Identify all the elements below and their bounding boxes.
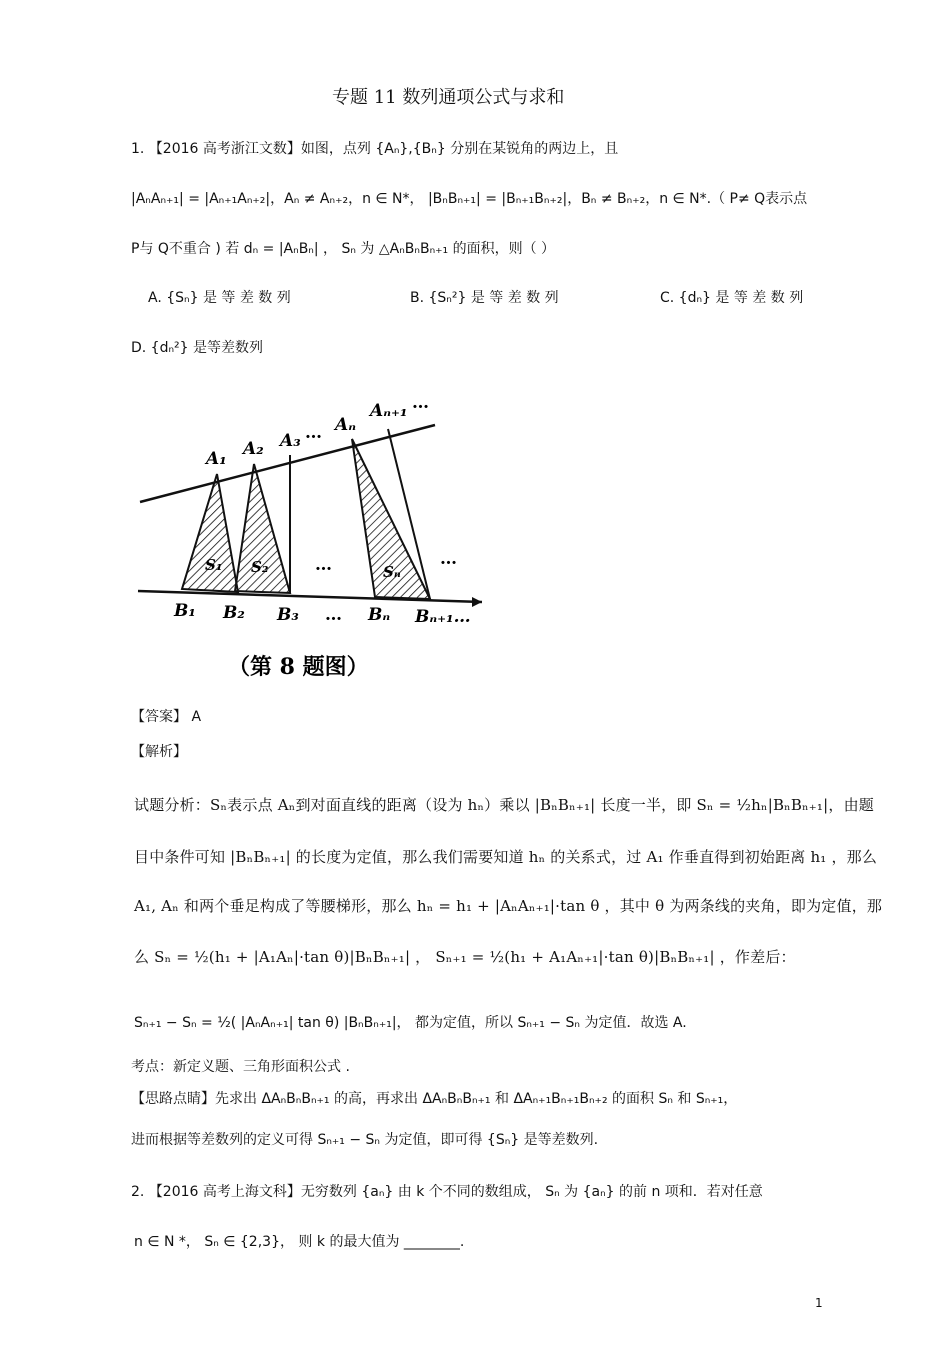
label-a3: A₃ [280, 431, 301, 451]
label-s1: S₁ [205, 556, 223, 574]
option-a: A. {Sₙ} 是 等 差 数 列 [148, 290, 291, 306]
analysis-label: 【解析】 [131, 744, 187, 760]
page-title: 专题 11 数列通项公式与求和 [332, 87, 565, 108]
answer: 【答案】 A [131, 709, 202, 725]
label-a2: A₂ [243, 439, 264, 459]
silu-line-1: 【思路点睛】先求出 ΔAₙBₙBₙ₊₁ 的高，再求出 ΔAₙBₙBₙ₊₁ 和 ΔAₙ₊₁Bₙ₊₁Bₙ₊₂ 的面积 Sₙ 和 Sₙ₊₁， [131, 1091, 738, 1107]
option-b: B. {Sₙ²} 是 等 差 数 列 [410, 290, 559, 306]
label-b3: B₃ [277, 605, 299, 625]
solution-line-2: 目中条件可知 |BₙBₙ₊₁| 的长度为定值，那么我们需要知道 hₙ 的关系式，过 A₁ 作垂直得到初始距离 h₁ ，那么 [134, 848, 878, 866]
label-an1: Aₙ₊₁ [370, 401, 408, 421]
question-1-stem: 1. 【2016 高考浙江文数】如图，点列 {Aₙ},{Bₙ} 分别在某锐角的两边上，且 [131, 141, 619, 157]
label-sn: Sₙ [383, 563, 401, 581]
question-2-stem: 2. 【2016 高考上海文科】无穷数列 {aₙ} 由 k 个不同的数组成， Sₙ 为 {aₙ} 的前 n 项和．若对任意 [131, 1184, 763, 1200]
label-b2: B₂ [223, 603, 245, 623]
label-middle-dots: … [315, 555, 332, 575]
option-d: D. {dₙ²} 是等差数列 [131, 340, 264, 356]
silu-line-2: 进而根据等差数列的定义可得 Sₙ₊₁ − Sₙ 为定值，即可得 {Sₙ} 是等差数列. [131, 1132, 599, 1148]
page-number: 1 [815, 1296, 823, 1310]
solution-line-5: Sₙ₊₁ − Sₙ = ½( |AₙAₙ₊₁| tan θ) |BₙBₙ₊₁|， 都为定值，所以 Sₙ₊₁ − Sₙ 为定值．故选 A. [134, 1015, 687, 1031]
label-top-dots: … [305, 423, 322, 443]
arrow-head [472, 597, 482, 607]
solution-line-4: 么 Sₙ = ½(h₁ + |A₁Aₙ|·tan θ)|BₙBₙ₊₁| ， Sₙ₊₁ = ½(h₁ + A₁Aₙ₊₁|·tan θ)|BₙBₙ₊₁| ，作差后： [134, 948, 796, 966]
label-an: Aₙ [335, 415, 356, 435]
triangle-s1 [182, 474, 238, 592]
label-right-dots: … [440, 549, 457, 569]
question-1-condition-2: P与 Q不重合 ) 若 dₙ = |AₙBₙ| ， Sₙ 为 △AₙBₙBₙ₊₁ 的面积，则（ ） [131, 241, 556, 257]
question-1-condition: |AₙAₙ₊₁| = |Aₙ₊₁Aₙ₊₂|，Aₙ ≠ Aₙ₊₂，n ∈ N*， |BₙBₙ₊₁| = |Bₙ₊₁Bₙ₊₂|，Bₙ ≠ Bₙ₊₂，n ∈ N*.（ P≠ Q表示点 [131, 191, 808, 207]
label-b1: B₁ [174, 601, 196, 621]
label-bn1: Bₙ₊₁… [415, 607, 471, 627]
figure-caption: （第 8 题图） [228, 654, 369, 680]
label-bn: Bₙ [368, 605, 391, 625]
geometry-figure [130, 392, 500, 692]
solution-line-1: 试题分析：Sₙ表示点 Aₙ到对面直线的距离（设为 hₙ）乘以 |BₙBₙ₊₁| 长度一半，即 Sₙ = ½hₙ|BₙBₙ₊₁|，由题 [134, 796, 874, 814]
label-a1: A₁ [206, 449, 227, 469]
question-2-condition: n ∈ N *， Sₙ ∈ {2,3}， 则 k 的最大值为 ________. [134, 1234, 465, 1250]
label-top-dots-end: … [412, 393, 429, 413]
kaodian: 考点：新定义题、三角形面积公式 . [131, 1059, 350, 1075]
solution-line-3: A₁, Aₙ 和两个垂足构成了等腰梯形，那么 hₙ = h₁ + |AₙAₙ₊₁|·tan θ ，其中 θ 为两条线的夹角，即为定值，那 [134, 897, 883, 915]
option-c: C. {dₙ} 是 等 差 数 列 [660, 290, 804, 306]
label-bottom-dots: … [325, 605, 342, 625]
label-s2: S₂ [251, 558, 269, 576]
